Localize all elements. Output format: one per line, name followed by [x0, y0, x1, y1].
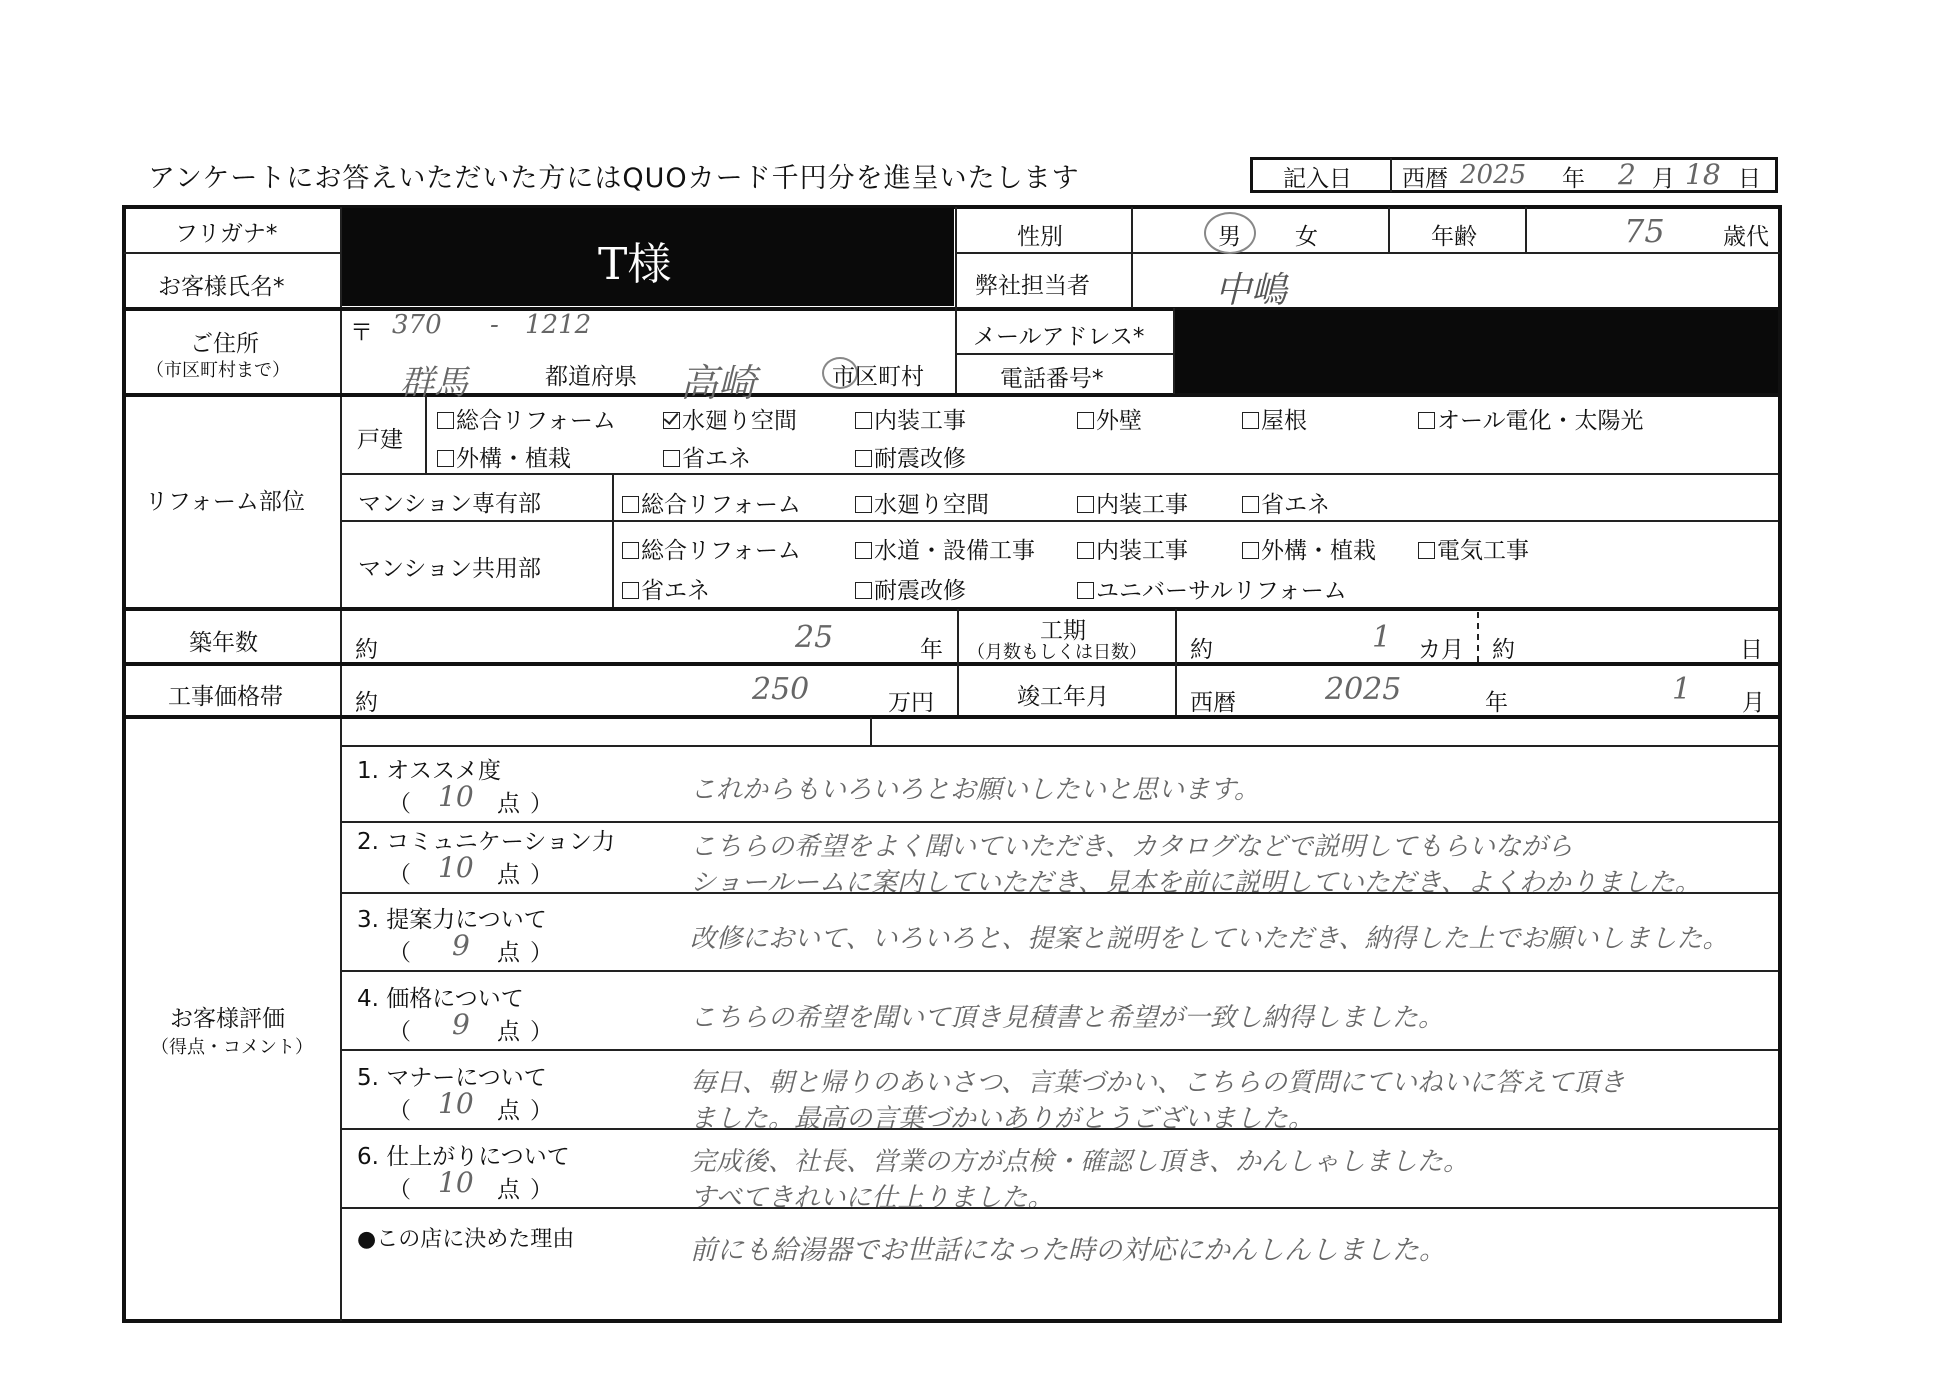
age-label: 年齢	[1431, 224, 1477, 250]
checkbox-option[interactable]	[1077, 572, 1347, 605]
checkbox-option[interactable]	[1242, 402, 1307, 435]
age-value[interactable]: 75	[1624, 212, 1665, 250]
checkbox-option[interactable]	[622, 532, 801, 565]
evaluation-score[interactable]: 9	[452, 1008, 470, 1041]
checkbox-option[interactable]	[855, 532, 1035, 565]
evaluation-comment[interactable]: これからもいろいろとお願いしたいと思います。	[690, 775, 1260, 805]
postal-code-2[interactable]: 1212	[525, 310, 592, 340]
checkbox-icon[interactable]	[1242, 542, 1259, 559]
prefecture-value[interactable]: 群馬	[400, 363, 468, 403]
checkbox-label: 水廻り空間	[682, 408, 797, 434]
postal-code-1[interactable]: 370	[392, 310, 442, 340]
entry-date-day[interactable]: 18	[1685, 158, 1721, 191]
score-paren-close: ）	[530, 1098, 553, 1124]
score-unit: 点	[497, 791, 520, 817]
checkbox-icon[interactable]	[855, 542, 872, 559]
evaluation-item-title: 5. マナーについて	[357, 1065, 547, 1091]
checkbox-label: 内装工事	[1096, 538, 1188, 564]
checkbox-label: 内装工事	[874, 408, 966, 434]
checkbox-icon[interactable]	[1418, 542, 1435, 559]
checkbox-option[interactable]	[1077, 486, 1188, 519]
checkbox-icon[interactable]	[855, 496, 872, 513]
checkbox-icon[interactable]	[1077, 582, 1094, 599]
evaluation-comment[interactable]: ました。最高の言葉づかいありがとうございました。	[690, 1104, 1315, 1134]
checkbox-icon[interactable]	[663, 450, 680, 467]
gender-label: 性別	[1017, 224, 1063, 250]
evaluation-score[interactable]: 9	[452, 929, 470, 962]
checkbox-option[interactable]	[855, 402, 966, 435]
checkbox-option[interactable]	[855, 440, 966, 473]
score-paren-close: ）	[530, 791, 553, 817]
checkbox-label: 水道・設備工事	[874, 538, 1035, 564]
postal-mark: 〒	[350, 320, 373, 346]
checkbox-icon[interactable]	[1242, 496, 1259, 513]
age-unit: 歳代	[1723, 224, 1769, 250]
checkbox-label: 耐震改修	[874, 446, 966, 472]
price-label: 工事価格帯	[168, 684, 283, 710]
evaluation-item-title: 2. コミュニケーション力	[357, 829, 615, 855]
city-value[interactable]: 高崎	[680, 361, 757, 405]
score-unit: 点	[497, 862, 520, 888]
mansion-common-label: マンション共用部	[358, 556, 541, 582]
price-approx: 約	[355, 690, 378, 716]
evaluation-score[interactable]: 10	[438, 780, 474, 813]
checkbox-icon[interactable]	[855, 450, 872, 467]
reform-section-label: リフォーム部位	[145, 489, 305, 515]
score-paren-close: ）	[530, 940, 553, 966]
checkbox-icon[interactable]	[1077, 542, 1094, 559]
checkbox-option[interactable]	[663, 440, 751, 473]
address-label: ご住所	[190, 331, 259, 357]
completion-year[interactable]: 2025	[1325, 672, 1402, 707]
price-unit: 万円	[888, 690, 934, 716]
entry-date-label: 記入日	[1283, 166, 1352, 192]
checkbox-label: 省エネ	[682, 446, 751, 472]
score-paren-open: （	[388, 862, 411, 888]
completion-era: 西暦	[1190, 690, 1236, 716]
score-paren-open: （	[388, 940, 411, 966]
checkbox-label: 外構・植栽	[1261, 538, 1376, 564]
score-paren-open: （	[388, 1177, 411, 1203]
checkbox-label: 電気工事	[1437, 538, 1529, 564]
score-unit: 点	[497, 1177, 520, 1203]
reason-comment[interactable]: 前にも給湯器でお世話になった時の対応にかんしんしました。	[690, 1235, 1446, 1266]
furigana-label: フリガナ*	[175, 221, 278, 247]
entry-date-day-unit: 日	[1738, 166, 1761, 192]
checkbox-option[interactable]	[1242, 486, 1330, 519]
period-approx-days: 約	[1492, 637, 1515, 663]
checkbox-label: 内装工事	[1096, 492, 1188, 518]
period-label: 工期	[1040, 618, 1086, 644]
building-age-approx: 約	[355, 637, 378, 663]
building-age-unit: 年	[920, 637, 943, 663]
gender-male[interactable]: 男	[1218, 224, 1241, 250]
evaluation-section-label: お客様評価	[170, 1006, 285, 1032]
checkbox-icon[interactable]	[1077, 412, 1094, 429]
checkbox-option[interactable]	[437, 440, 571, 473]
period-months-value[interactable]: 1	[1372, 620, 1392, 655]
staff-label: 弊社担当者	[975, 273, 1090, 299]
checkbox-option[interactable]	[1077, 402, 1142, 435]
score-paren-open: （	[388, 1098, 411, 1124]
staff-value[interactable]: 中嶋	[1215, 270, 1288, 311]
evaluation-row-divider	[342, 892, 1778, 894]
evaluation-item-title: 6. 仕上がりについて	[357, 1144, 570, 1170]
entry-date-era: 西暦	[1402, 166, 1448, 192]
checkbox-label: 総合リフォーム	[456, 408, 616, 434]
phone-label: 電話番号*	[1000, 366, 1104, 392]
checkbox-option[interactable]	[437, 402, 616, 435]
checkbox-icon[interactable]	[855, 582, 872, 599]
score-unit: 点	[497, 940, 520, 966]
checkbox-label: 外構・植栽	[456, 446, 571, 472]
checkbox-option[interactable]	[1242, 532, 1376, 565]
entry-date-year-unit: 年	[1562, 166, 1585, 192]
checkbox-option[interactable]	[855, 486, 989, 519]
entry-date-month[interactable]: 2	[1618, 158, 1636, 191]
checkbox-label: 省エネ	[1261, 492, 1330, 518]
score-paren-open: （	[388, 791, 411, 817]
evaluation-row-divider	[342, 1049, 1778, 1051]
score-paren-close: ）	[530, 1019, 553, 1045]
checkbox-option[interactable]	[1077, 532, 1188, 565]
evaluation-row-divider	[342, 1128, 1778, 1130]
evaluation-comment[interactable]: すべてきれいに仕上りました。	[690, 1183, 1054, 1213]
checkbox-label: ユニバーサルリフォーム	[1096, 578, 1347, 604]
gender-female[interactable]: 女	[1295, 224, 1318, 250]
survey-headline: アンケートにお答えいただいた方にはQUOカード千円分を進呈いたします	[148, 163, 1080, 194]
checkbox-label: 屋根	[1261, 408, 1307, 434]
evaluation-score[interactable]: 10	[438, 1166, 474, 1199]
checkbox-label: 省エネ	[641, 578, 710, 604]
checkbox-label: 外壁	[1096, 408, 1142, 434]
house-label: 戸建	[357, 427, 403, 453]
checkbox-icon[interactable]	[622, 582, 639, 599]
period-divider	[1477, 612, 1479, 662]
score-unit: 点	[497, 1019, 520, 1045]
evaluation-item-title: 4. 価格について	[357, 986, 524, 1012]
evaluation-comment[interactable]: 完成後、社長、営業の方が点検・確認し頂き、かんしゃしました。	[690, 1147, 1469, 1177]
score-unit: 点	[497, 1098, 520, 1124]
checkbox-label: 耐震改修	[874, 578, 966, 604]
period-month-unit: カ月	[1418, 637, 1464, 663]
evaluation-item-title: 3. 提案力について	[357, 907, 547, 933]
evaluation-comment[interactable]: こちらの希望をよく聞いていただき、カタログなどで説明してもらいながら	[690, 832, 1573, 862]
checkbox-icon[interactable]	[622, 496, 639, 513]
evaluation-row-divider	[342, 970, 1778, 972]
evaluation-score[interactable]: 10	[438, 1087, 474, 1120]
price-value[interactable]: 250	[752, 672, 810, 707]
checkbox-option[interactable]	[1418, 532, 1529, 565]
evaluation-row-divider	[342, 1207, 1778, 1209]
checkbox-label: 総合リフォーム	[641, 492, 801, 518]
checkbox-label: 総合リフォーム	[641, 538, 801, 564]
evaluation-item-title: 1. オススメ度	[357, 758, 502, 784]
checkbox-icon[interactable]	[1077, 496, 1094, 513]
checkbox-option[interactable]	[663, 402, 797, 435]
checkbox-option[interactable]	[622, 486, 801, 519]
completion-year-unit: 年	[1485, 690, 1508, 716]
customer-name-label: お客様氏名*	[158, 274, 285, 300]
score-paren-open: （	[388, 1019, 411, 1045]
prefecture-label: 都道府県	[545, 364, 637, 390]
checkbox-icon[interactable]	[1418, 412, 1435, 429]
checkbox-icon[interactable]	[622, 542, 639, 559]
contact-redaction	[1175, 310, 1778, 393]
evaluation-comment[interactable]: ショールームに案内していただき、見本を前に説明していただき、よくわかりました。	[690, 868, 1701, 898]
period-approx: 約	[1190, 637, 1213, 663]
checkbox-option[interactable]	[1418, 402, 1644, 435]
period-sub-label: （月数もしくは日数）	[967, 642, 1147, 663]
evaluation-comment[interactable]: こちらの希望を聞いて頂き見積書と希望が一致し納得しました。	[690, 1003, 1445, 1033]
building-age-label: 築年数	[189, 630, 258, 656]
city-label: 市区町村	[832, 364, 924, 390]
checkbox-option[interactable]	[855, 572, 966, 605]
entry-date-year[interactable]: 2025	[1460, 160, 1527, 190]
evaluation-comment[interactable]: 毎日、朝と帰りのあいさつ、言葉づかい、こちらの質問にていねいに答えて頂き	[690, 1068, 1625, 1098]
mansion-private-label: マンション専有部	[358, 491, 541, 517]
completion-month[interactable]: 1	[1672, 672, 1692, 707]
score-paren-close: ）	[530, 1177, 553, 1203]
checkbox-label: 水廻り空間	[874, 492, 989, 518]
entry-date-month-unit: 月	[1652, 166, 1675, 192]
completion-label: 竣工年月	[1017, 684, 1109, 710]
period-day-unit: 日	[1740, 637, 1763, 663]
evaluation-comment[interactable]: 改修において、いろいろと、提案と説明をしていただき、納得した上でお願いしました。	[690, 924, 1729, 954]
building-age-value[interactable]: 25	[795, 620, 834, 655]
checkbox-icon[interactable]	[437, 450, 454, 467]
completion-month-unit: 月	[1742, 690, 1765, 716]
checkbox-icon[interactable]	[1242, 412, 1259, 429]
customer-name[interactable]: T様	[598, 239, 672, 290]
checkbox-checked-icon[interactable]	[663, 412, 680, 429]
address-sub-label: （市区町村まで）	[146, 360, 290, 381]
evaluation-score[interactable]: 10	[438, 851, 474, 884]
email-label: メールアドレス*	[973, 324, 1145, 350]
checkbox-option[interactable]	[622, 572, 710, 605]
score-paren-close: ）	[530, 862, 553, 888]
checkbox-label: オール電化・太陽光	[1437, 408, 1644, 434]
checkbox-icon[interactable]	[437, 412, 454, 429]
postal-dash: -	[490, 310, 499, 340]
evaluation-section-sub: （得点・コメント）	[151, 1037, 313, 1058]
reason-label: ●この店に決めた理由	[357, 1227, 575, 1252]
checkbox-icon[interactable]	[855, 412, 872, 429]
